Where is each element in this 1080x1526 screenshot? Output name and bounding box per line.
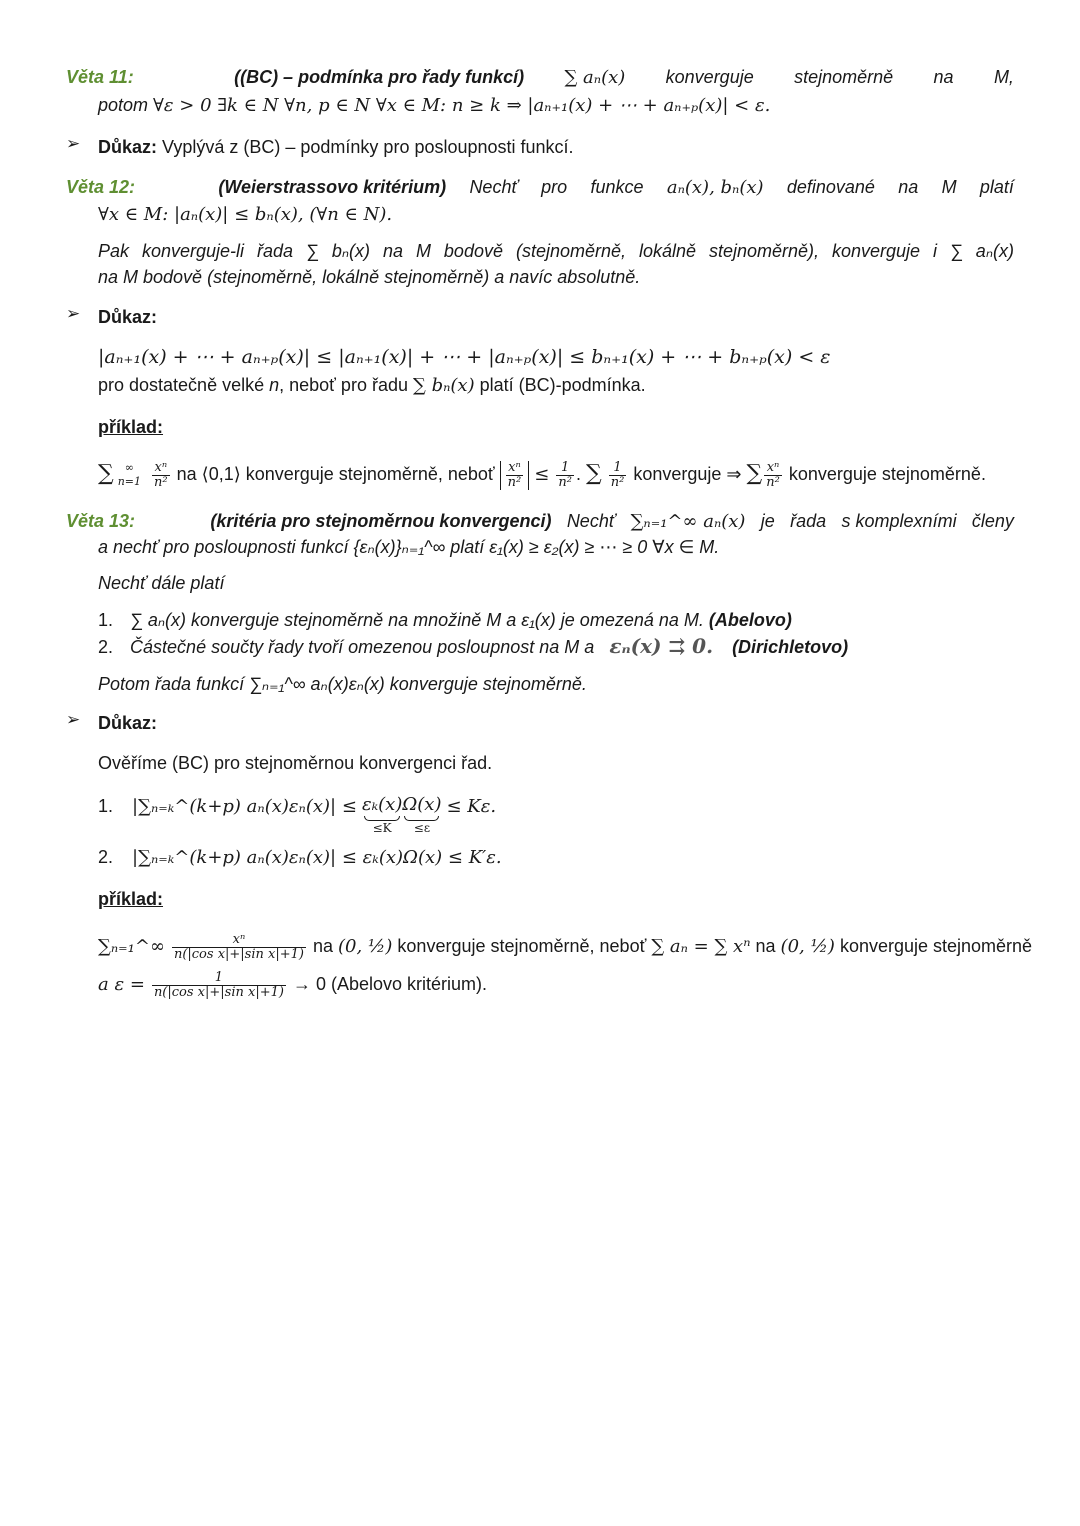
bullet-arrow-icon: ➢ [66,710,81,730]
theorem-11-line-2 [98,92,770,119]
proof-11-text: Vyplývá z (BC) – podmínky pro posloupnosti funkcí. [162,137,574,157]
step-number: 1. [98,796,114,816]
proof-12-text-sum: ∑ bₙ(x) [413,375,475,396]
fraction-numerator: 1 [613,459,622,475]
example-1-fraction [152,461,170,490]
theorem-13-conclusion: Potom řada funkcí ∑ₙ₌₁^∞ aₙ(x)εₙ(x) konverguje stejnoměrně. [98,674,587,694]
proof-13-step-1 [98,794,496,835]
item-uniform-convergence: εₙ(x) ⇉ 0. [609,634,714,658]
step-1-left: |∑ₙ₌ₖ^(k+p) aₙ(x)εₙ(x)| ≤ [132,796,357,817]
example-2-text-2: konverguje stejnoměrně, neboť [397,936,647,956]
example-1-sum: ∑ [98,461,114,486]
theorem-11-line-1 [66,64,1014,91]
theorem-13-item-2 [98,633,848,660]
example-1: ∑ ∞ n=1 $\frac{\text{xⁿ}}{\text{n²}}$ na ⟨0,1⟩ konverguje stejnoměrně, neboť $\frac{\text{xⁿ}}{\text{n²}}$ ≤ $\frac{1}{\text{n²}}$ . ∑ $\frac{1}{\text{n²}}$ konverguje ⇒ ∑ $\frac{\text{xⁿ}}{\text{n²}}$ konverguje stejnoměrně. [98,459,986,490]
theorem-13-word: řada [790,511,827,531]
fraction-denominator: n² [610,474,625,490]
theorem-12-word: na [898,177,919,197]
example-1-text-3: konverguje stejnoměrně. [788,464,986,484]
theorem-11-potom: potom [98,95,149,115]
proof-12-inequality: |aₙ₊₁(x) + ⋯ + aₙ₊ₚ(x)| ≤ |aₙ₊₁(x)| + ⋯ + |aₙ₊ₚ(x)| ≤ bₙ₊₁(x) + ⋯ + bₙ₊ₚ(x) < ε [98,346,831,368]
proof-11-label: Důkaz: [98,137,158,157]
proof-11 [98,134,574,160]
theorem-13-line-3: Nechť dále platí [98,573,225,593]
item-criterion-name: (Abelovo) [708,610,792,630]
step-2-formula: |∑ₙ₌ₖ^(k+p) aₙ(x)εₙ(x)| ≤ εₖ(x)Ω(x) ≤ K′ε. [132,847,502,868]
theorem-11-word: na [933,67,954,87]
fraction-denominator: n² [507,474,522,490]
fraction-denominator: n(|cos x|+|sin x|+1) [173,946,304,962]
proof-12-text-after: platí (BC)-podmínka. [479,375,646,395]
proof-12-text-mid: , neboť pro řadu [279,375,408,395]
example-1-text-1: na ⟨0,1⟩ konverguje stejnoměrně, neboť [176,464,495,484]
example-1-fraction-3 [764,461,782,490]
example-2-fraction [172,933,306,962]
underbrace-label: ≤ε [413,821,431,835]
theorem-12-title: (Weierstrassovo kritérium) [218,177,447,197]
fraction-denominator: n² [154,474,168,490]
fraction-denominator: n(|cos x|+|sin x|+1) [153,984,284,1000]
item-text: Částečné součty řady tvoří omezenou posloupnost na M a [130,637,595,657]
step-1-right: ≤ Kε. [446,796,497,817]
proof-12-text [98,372,646,399]
example-label: příklad: [98,417,164,437]
fraction-numerator: 1 [561,459,570,475]
theorem-12-label: Věta 12: [66,177,136,197]
item-criterion-name: (Dirichletovo) [732,637,849,657]
example-1-bound [556,461,574,490]
theorem-11-word: M, [993,67,1014,87]
underbrace-term: Ω(x) [402,794,442,815]
step-1-underbrace-a [362,794,402,835]
example-1-sum-3: ∑ [746,461,763,486]
bullet-arrow-icon: ➢ [66,134,81,154]
theorem-13-word: s komplexními [841,511,957,531]
theorem-13-label: Věta 13: [66,511,136,531]
proof-13-step-2 [98,844,502,871]
example-2-text-after: → 0 (Abelovo kritérium). [292,974,488,994]
item-number: 2. [98,637,114,657]
example-2-interval: (0, ½) [338,936,393,957]
theorem-13-word: členy [971,511,1014,531]
example-2-text-4: konverguje stejnoměrně [839,936,1033,956]
theorem-12-word: definované [786,177,875,197]
proof-12-text-n: n [269,375,280,395]
example-1-abs-fraction [506,461,524,490]
theorem-13-line-2: a nechť pro posloupnosti funkcí {εₙ(x)}ₙ₌₁^∞ platí ε₁(x) ≥ ε₂(x) ≥ ⋯ ≥ 0 ∀x ∈ M. [98,537,720,557]
fraction-numerator: xⁿ [508,459,521,475]
fraction-numerator: 1 [214,969,224,985]
example-1-text-2: konverguje ⇒ [633,464,742,484]
theorem-12-line-2: ∀x ∈ M: |aₙ(x)| ≤ bₙ(x), (∀n ∈ N). [98,204,393,225]
proof-13-intro: Ověříme (BC) pro stejnoměrnou konvergenci řad. [98,753,493,773]
fraction-numerator: xⁿ [154,459,168,475]
example-2-text-1: na [312,936,333,956]
theorem-13-title: (kritéria pro stejnoměrnou konvergenci) [210,511,552,531]
underbrace-label: ≤K [372,821,392,835]
proof-12-label: Důkaz: [98,307,158,327]
example-2-sum: ∑ₙ₌₁^∞ [98,936,165,957]
example-2-text-3: na [755,936,776,956]
theorem-12-word: Nechť [469,177,518,197]
item-number: 1. [98,610,114,630]
theorem-11-label: Věta 11: [66,67,134,87]
example-2-line-2 [98,966,487,1003]
example-2-eps-fraction [152,971,286,1000]
example-label: příklad: [98,889,164,909]
fraction-denominator: n² [558,474,572,490]
theorem-12-word: pro [541,177,568,197]
fraction-numerator: xⁿ [232,931,246,947]
proof-12-text-before: pro dostatečně velké [98,375,265,395]
fraction-numerator: xⁿ [766,459,780,475]
theorem-13-word: Nechť [566,511,616,531]
example-2-sum-2: ∑ aₙ = ∑ xⁿ [651,936,751,957]
theorem-13-line-1 [66,508,1014,535]
theorem-11-condition: ∀ε > 0 ∃k ∈ N ∀n, p ∈ N ∀x ∈ M: n ≥ k ⇒ |aₙ₊₁(x) + ⋯ + aₙ₊ₚ(x)| < ε. [153,95,771,116]
theorem-11-title: ((BC) – podmínka pro řady funkcí) [234,67,525,87]
theorem-11-word: konverguje [665,67,754,87]
item-text: ∑ aₙ(x) konverguje stejnoměrně na množině M a ε₁(x) je omezená na M. [130,610,704,630]
fraction-denominator: n² [766,474,780,490]
theorem-12-para-line-1: Pak konverguje-li řada ∑ bₙ(x) na M bodově (stejnoměrně, lokálně stejnoměrně), konverguje i ∑ aₙ(x) [98,241,1014,261]
theorem-12-para-line-2: na M bodově (stejnoměrně, lokálně stejnoměrně) a navíc absolutně. [98,267,641,287]
bullet-arrow-icon: ➢ [66,304,81,324]
example-1-bound-2 [609,461,627,490]
example-1-limits: ∞ n=1 [117,461,142,489]
proof-13-label: Důkaz: [98,713,158,733]
theorem-13-item-1 [98,607,792,633]
theorem-13-word: je [760,511,775,531]
theorem-11-sum: ∑ aₙ(x) [564,67,626,88]
theorem-12-functions: aₙ(x), bₙ(x) [666,177,764,198]
theorem-12-word: M [941,177,957,197]
theorem-11-word: stejnoměrně [794,67,894,87]
example-2-eps: a ε = [98,974,145,995]
step-1-underbrace-b [402,794,441,835]
underbrace-term: εₖ(x) [361,794,403,815]
step-number: 2. [98,847,114,867]
theorem-13-series: ∑ₙ₌₁^∞ aₙ(x) [630,511,746,532]
theorem-12-line-1 [66,174,1014,201]
theorem-12-word: platí [979,177,1014,197]
example-2-interval-2: (0, ½) [780,936,835,957]
example-2-line-1 [98,928,1032,965]
example-1-abs [500,461,530,490]
example-1-sum-2: ∑ [586,461,602,486]
theorem-12-word: funkce [590,177,644,197]
